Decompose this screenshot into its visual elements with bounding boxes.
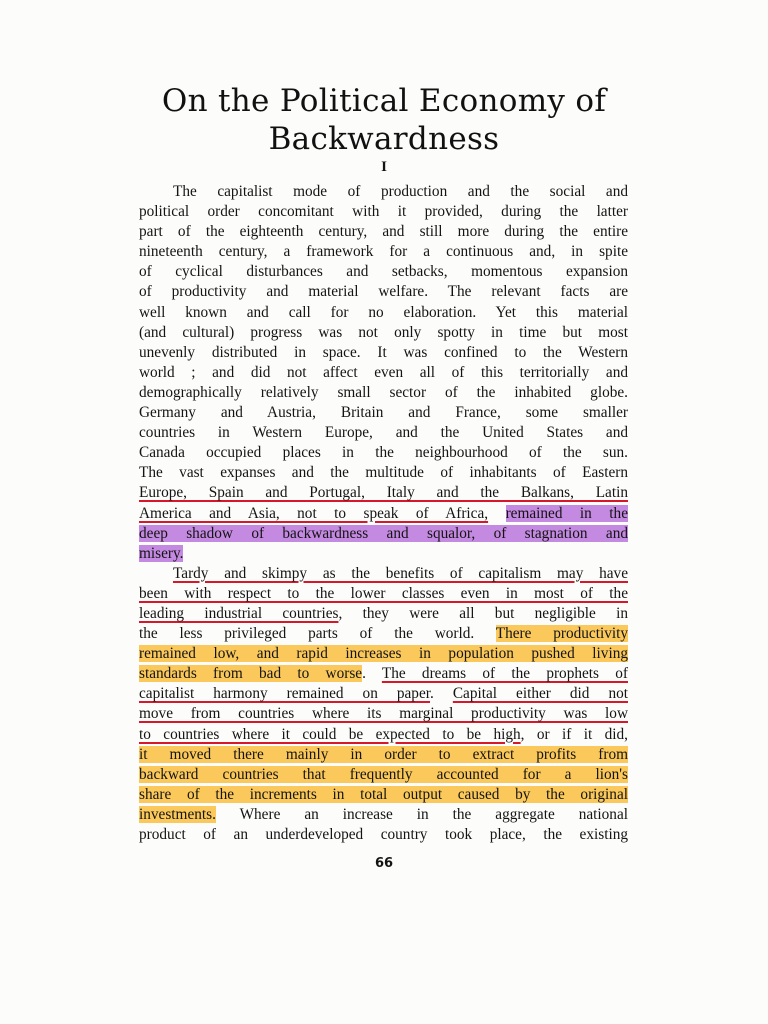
- highlighted-text: it moved there mainly in order to extract profits from: [139, 745, 628, 763]
- highlighted-text: misery.: [139, 544, 184, 562]
- text-line: capitalist harmony remained on paper. Capital either did not: [139, 685, 628, 703]
- text-line: world ; and did not affect even all of this territorially and: [139, 363, 628, 381]
- text-line: [139, 483, 628, 503]
- text-line: [139, 765, 628, 785]
- highlighted-text: standards from bad to worse: [139, 665, 363, 683]
- text-line: (and cultural) progress was not only spotty in time but most: [139, 323, 628, 341]
- highlighted-text: investments.: [139, 805, 216, 823]
- highlighted-text: There productivity: [495, 625, 629, 643]
- text-line: Canada occupied places in the neighbourhood of the sun.: [139, 444, 628, 462]
- text-line: well known and call for no elaboration. Yet this material: [139, 303, 628, 321]
- underlined-text: been with respect to the lower classes even in most of the: [139, 584, 628, 602]
- highlighted-text: remained low, and rapid increases in population pushed living: [139, 645, 628, 663]
- text-line: [139, 785, 628, 805]
- text-line: [139, 504, 628, 524]
- text-line: to countries where it could be expected to be high, or if it did,: [139, 725, 628, 743]
- text-line: [139, 584, 628, 604]
- text-line: leading industrial countries, they were all but negligible in: [139, 604, 629, 622]
- text-line: of productivity and material welfare. The relevant facts are: [139, 283, 628, 301]
- text-line: [139, 564, 628, 584]
- title-line-2: Backwardness: [268, 121, 500, 157]
- text-line: investments. Where an increase in the aggregate national: [139, 805, 628, 823]
- text-line: The vast expanses and the multitude of inhabitants of Eastern: [139, 464, 628, 482]
- title-line-1: On the Political Economy of: [161, 83, 607, 119]
- text-line: the less privileged parts of the world. There productivity: [139, 625, 629, 643]
- text-line: demographically relatively small sector of the inhabited globe.: [139, 383, 628, 401]
- underlined-text: move from countries where its marginal productivity was low: [139, 705, 628, 723]
- text-line: nineteenth century, a framework for a continuous and, in spite: [139, 243, 628, 261]
- underlined-text: leading industrial countries: [139, 604, 339, 622]
- text-line: Germany and Austria, Britain and France, some smaller: [139, 404, 628, 422]
- text-line: unevenly distributed in space. It was confined to the Western: [139, 343, 628, 361]
- text-line: part of the eighteenth century, and still more during the entire: [139, 223, 628, 241]
- underlined-text: America and Asia, not to speak of Africa,: [139, 504, 489, 522]
- text-line: The capitalist mode of production and the social and: [173, 183, 628, 200]
- section-number: I: [381, 159, 387, 175]
- text-line: countries in Western Europe, and the United States and: [139, 424, 628, 442]
- text-line: of cyclical disturbances and setbacks, momentous expansion: [139, 263, 628, 281]
- text-line: product of an underdeveloped country took place, the existing: [139, 826, 628, 843]
- highlighted-text: remained in the: [505, 504, 628, 522]
- underlined-text: capitalist harmony remained on paper: [139, 685, 430, 703]
- underlined-text: Europe, Spain and Portugal, Italy and the Balkans, Latin: [139, 484, 628, 502]
- underlined-text: Capital either did not: [452, 685, 628, 703]
- underlined-text: The dreams of the prophets of: [381, 665, 628, 683]
- underlined-text: to countries where it could be expected to be high: [139, 725, 521, 743]
- page-title: [100, 82, 668, 158]
- text-line: [139, 524, 628, 544]
- text-line: [139, 704, 628, 724]
- highlighted-text: backward countries that frequently accounted for a lion's: [139, 765, 628, 783]
- underlined-text: Tardy and skimpy as the benefits of capitalism may have: [173, 564, 628, 582]
- text-line: [139, 544, 628, 564]
- text-line: [139, 745, 628, 765]
- body-text: [139, 182, 628, 845]
- text-line: political order concomitant with it provided, during the latter: [139, 203, 628, 221]
- text-line: standards from bad to worse. The dreams of the prophets of: [139, 665, 628, 683]
- page-number: 66: [374, 856, 394, 871]
- highlighted-text: share of the increments in total output caused by the original: [139, 785, 628, 803]
- text-line: [139, 644, 628, 664]
- highlighted-text: deep shadow of backwardness and squalor, of stagnation and: [139, 524, 628, 542]
